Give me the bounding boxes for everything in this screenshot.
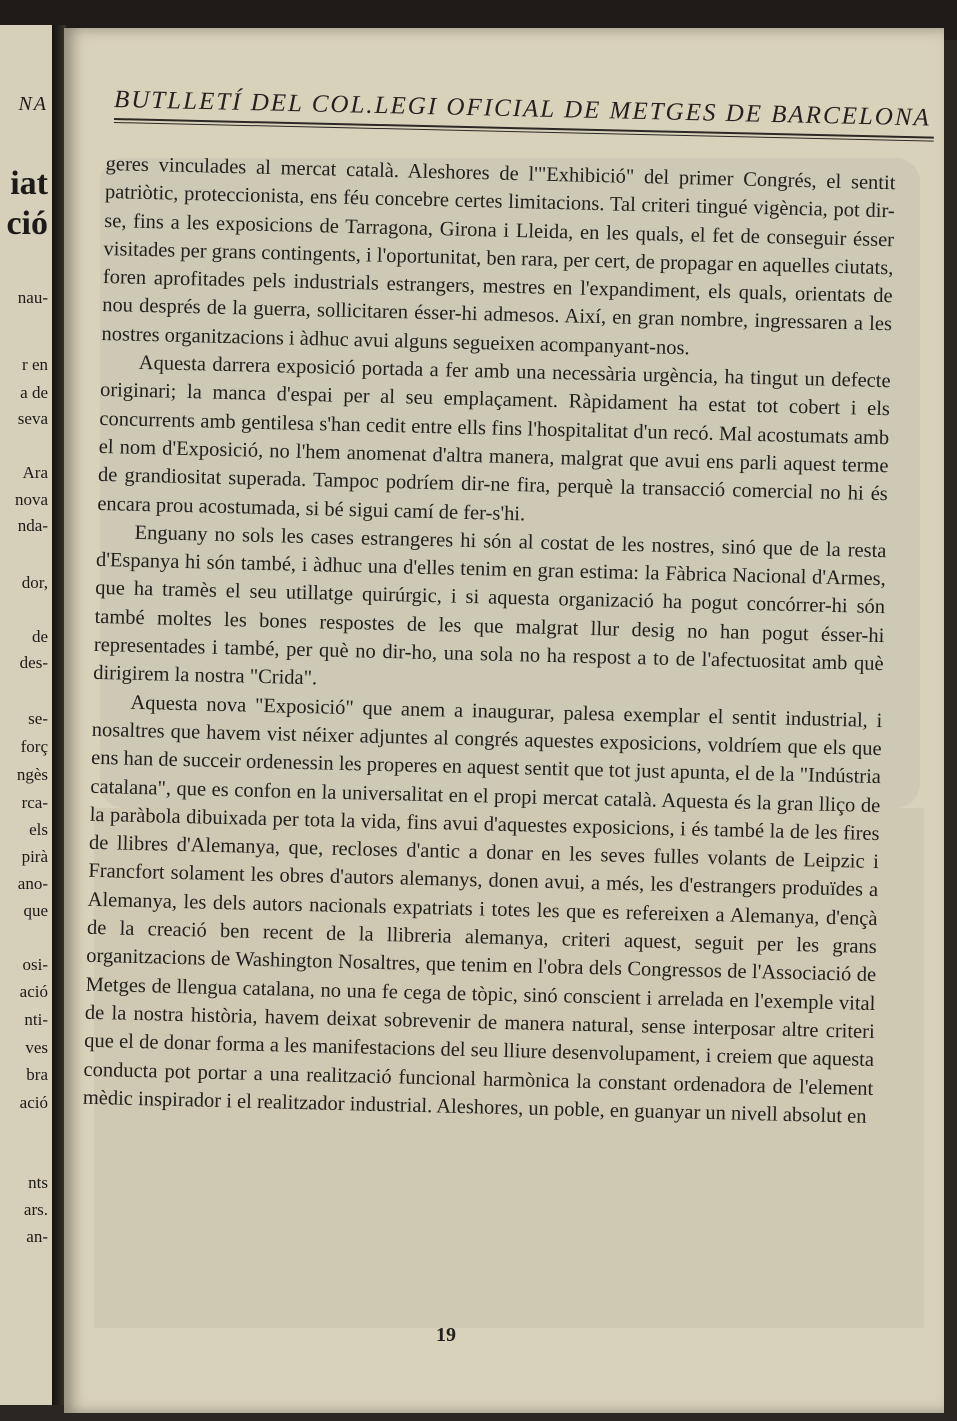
left-page-fragment: nda-	[17, 516, 48, 535]
left-page-fragment: nti-	[24, 1010, 48, 1029]
left-page-edge	[0, 25, 54, 1405]
left-page-fragment: a de	[20, 383, 48, 402]
left-page-fragment: nts	[28, 1173, 48, 1192]
left-page-fragment: se-	[28, 709, 48, 728]
running-header: BUTLLETÍ DEL COL.LEGI OFICIAL DE METGES DE BARCELONA	[113, 86, 932, 132]
page-number: 19	[436, 1324, 456, 1346]
left-page-header-fragment: NA	[18, 93, 48, 115]
left-page-fragment: r en	[22, 355, 48, 374]
left-page-fragment: rca-	[21, 793, 48, 812]
paragraph: geres vinculades al mercat català. Aleshores de l'"Exhibició" del primer Congrés, el sentit patriòtic, proteccionista, ens féu concebre certes limitacions. Tal criteri tingué vigència, pot dir-se, fins a les exposicions de Tarragona, Girona i Lleida, en les quals, el fet de conseguir ésser visitades per grans contingents, i l'oportunitat, ben rara, per cert, de propagar en aquelles ciutats, foren aprofitades pels industrials estrangers, mestres en l'expandiment, els quals, orientats de nou després de la guerra, sollicitaren ésser-hi admesos. Així, en gran nombre, ingressaren a les nostres organitzacions i àdhuc avui alguns segueixen acompanyant-nos.	[101, 152, 896, 360]
left-page-fragment: ció	[6, 205, 48, 242]
left-page-fragment: ano-	[17, 874, 48, 893]
left-page-fragment: ació	[19, 1093, 48, 1112]
left-page-fragment: ació	[19, 982, 48, 1001]
left-page-fragment: nau-	[17, 288, 48, 307]
left-page-fragment: dor,	[21, 573, 48, 592]
left-page-fragment: que	[23, 901, 48, 920]
left-page-fragment: forç	[20, 737, 48, 756]
body-text	[82, 150, 895, 1131]
left-page-fragment: des-	[19, 653, 48, 672]
left-page-fragment: osi-	[22, 955, 48, 974]
left-page-fragment: els	[29, 820, 48, 839]
paragraph: Enguany no sols les cases estrangeres hi són al costat de les nostres, sinó que de la resta d'Espanya hi són també, i àdhuc una d'elles tenim en gran estima: la Fàbrica Nacional d'Armes, que ha tramès el seu utillatge quirúrgic, i si aquesta organizació ha pogut concórrer-hi són també moltes les bones respostes de les que malgrat llur desig no han pogut ésser-hi representades i també, per què no dir-ho, una sola no ha respost a to de l'afectuositat amb què dirigirem la nostra "Crida".	[92, 521, 887, 690]
left-page-fragment: de	[31, 627, 48, 646]
left-page-fragment: seva	[17, 409, 48, 428]
left-page-fragment: an-	[26, 1227, 48, 1246]
left-page-fragment: nova	[14, 490, 48, 509]
left-page-fragment: iat	[10, 165, 48, 202]
left-page-fragment: Ara	[22, 463, 48, 482]
paragraph: Aquesta darrera exposició portada a fer amb una necessària urgència, ha tingut un defecte originari; la manca d'espai per al seu emplaçament. Ràpidament ha estat tot cobert i els concurrents amb gentilesa s'han cedit entre ells fins l'hospitalitat d'un recó. Mal acostumats amb el nom d'Exposició, no l'hem anomenat d'altra manera, malgrat que avui ens parli aquest terme de grandiositat superada. Tampoc podríem dir-ne fira, perquè la transacció comercial no hi és encara prou acostumada, si bé sigui camí de fer-s'hi.	[97, 351, 891, 525]
left-page-fragment: pirà	[21, 847, 48, 866]
left-page-fragment: bra	[26, 1065, 48, 1084]
left-page-fragment: ngès	[16, 765, 48, 784]
paragraph: Aquesta nova "Exposició" que anem a inaugurar, palesa exemplar el sentit industrial, i nosaltres que havem vist néixer adjuntes al congrés aquestes exposicions, voldríem que els que ens han de succeir ordenessin les properes en aquest sentit que tot just apunta, el de la "Indústria catalana", que es confon en la universalitat en el propi mercat català. Aquesta és la gran lliço de la paràbola dibuixada per tota la vida, fins avui d'aquestes exposicions, i és també la de les fires de llibres d'Alemanya, que, recloses d'antic a donar en les seves fulles volants de Leipzic i Francfort solament les obres d'autors alemanys, donen avui, a més, les d'estrangers produïdes a Alemanya, les dels autors nacionals expatriats i totes les que es refereixen a Alemanya, d'ençà de la creació ben recent de la llibreria alemanya, criteri aquest, seguit per les grans organitzacions de Washington Nosaltres, que tenim en l'obra dels Congressos de l'Associació de Metges de llengua catalana, no una fe cega de tòpic, sinó conscient i arrelada en l'exemple vital de la nostra història, havem deixat sobrevenir de manera natural, sense interposar altre criteri que el de donar forma a les manifestacions del seu lliure desenvolupament, i creiem que aquesta conducta pot portar a una realització funcional harmònica la constant ordenadora de l'element mèdic inspirador i el realitzador industrial. Aleshores, un poble, en guanyar un nivell absolut en	[82, 691, 883, 1128]
left-page-fragment: ves	[25, 1038, 48, 1057]
left-page-fragment: ars.	[23, 1200, 48, 1219]
document-page	[64, 28, 944, 1413]
